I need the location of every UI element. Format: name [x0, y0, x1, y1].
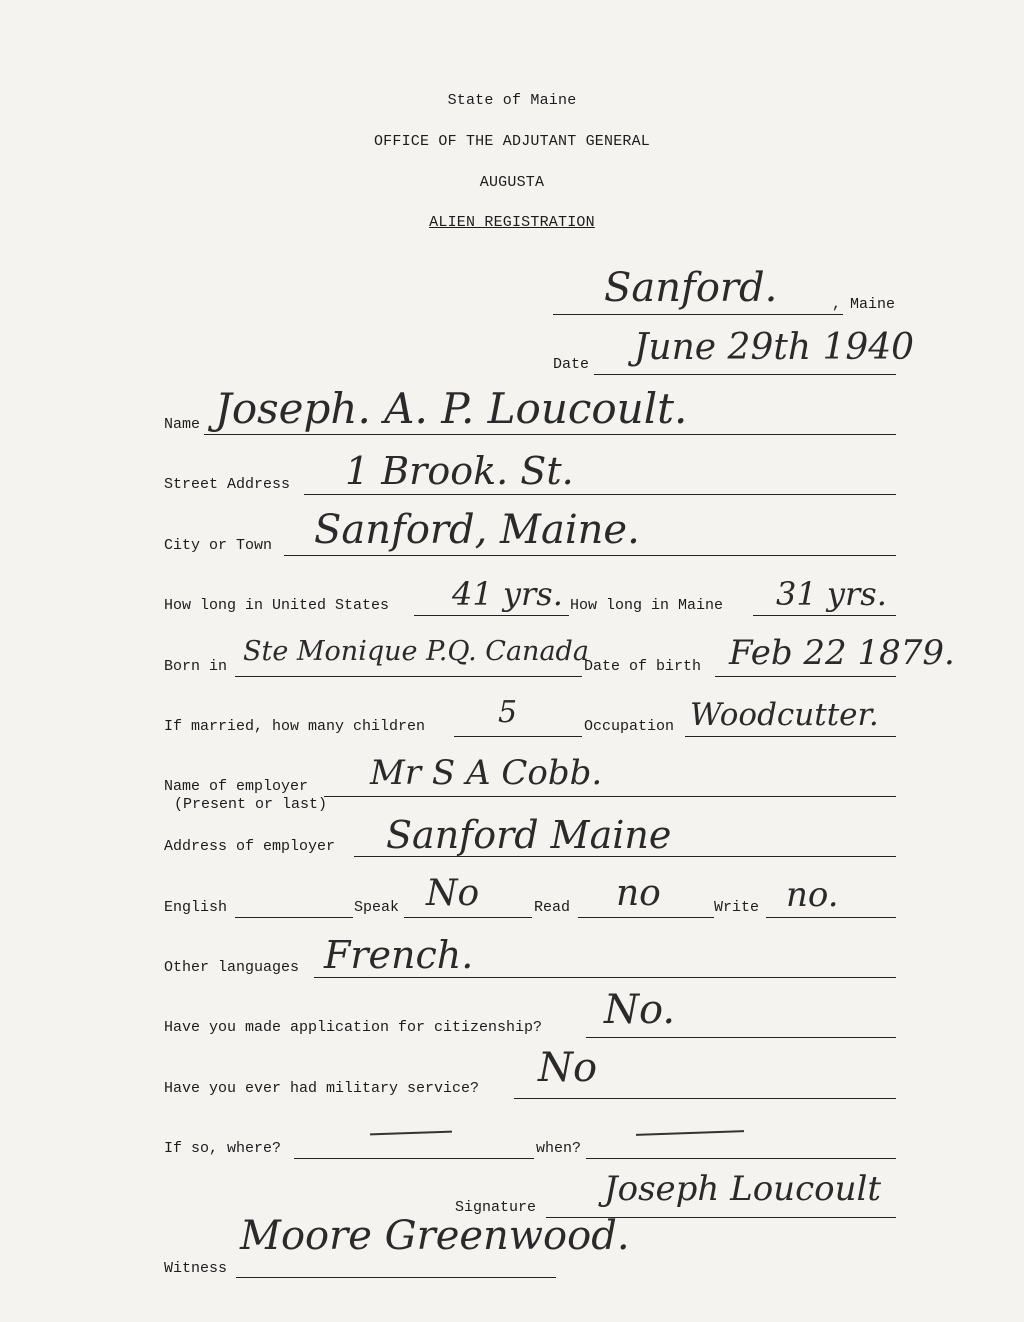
employer-address-label: Address of employer: [164, 838, 336, 855]
when-dash-mark: [636, 1130, 744, 1136]
children-value: 5: [498, 695, 518, 730]
write-label: Write: [714, 899, 760, 916]
citizenship-value: No.: [604, 987, 676, 1033]
other-lang-label: Other languages: [164, 959, 300, 976]
name-line: [204, 434, 896, 435]
form-title: ALIEN REGISTRATION: [429, 214, 595, 231]
date-value: June 29th 1940: [634, 327, 915, 368]
born-in-value: Ste Monique P.Q. Canada: [243, 636, 589, 667]
children-label: If married, how many children: [164, 718, 426, 735]
state-heading: State of Maine: [447, 92, 577, 109]
occupation-line: [685, 736, 896, 737]
where-dash-mark: [370, 1131, 452, 1136]
dob-label: Date of birth: [584, 658, 702, 675]
dob-value: Feb 22 1879.: [729, 633, 955, 673]
read-label: Read: [534, 899, 571, 916]
employer-address-value: Sanford Maine: [386, 813, 672, 857]
date-label: Date: [553, 356, 590, 373]
witness-label: Witness: [164, 1260, 228, 1277]
english-line: [235, 917, 353, 918]
when-label: when?: [536, 1140, 582, 1157]
us-duration-value: 41 yrs.: [452, 575, 563, 613]
where-line: [294, 1158, 534, 1159]
date-line: [594, 374, 896, 375]
citizenship-line: [586, 1037, 896, 1038]
military-label: Have you ever had military service?: [164, 1080, 480, 1097]
place-line: [553, 314, 843, 315]
speak-value: No: [426, 873, 480, 914]
name-value: Joseph. A. P. Loucoult.: [215, 384, 688, 433]
born-in-line: [235, 676, 582, 677]
witness-value: Moore Greenwood.: [240, 1213, 630, 1259]
occupation-label: Occupation: [584, 718, 675, 735]
military-line: [514, 1098, 896, 1099]
english-label: English: [164, 899, 228, 916]
speak-label: Speak: [354, 899, 400, 916]
speak-line: [404, 917, 532, 918]
me-duration-value: 31 yrs.: [776, 575, 887, 613]
street-line: [304, 494, 896, 495]
military-value: No: [538, 1045, 598, 1091]
employer-line: [324, 796, 896, 797]
employer-label: Name of employer: [164, 778, 309, 795]
employer-value: Mr S A Cobb.: [370, 753, 603, 793]
signature-value: Joseph Loucoult: [604, 1169, 882, 1209]
citizenship-label: Have you made application for citizenship?: [164, 1019, 543, 1036]
us-duration-line: [414, 615, 569, 616]
city-label: City or Town: [164, 537, 273, 554]
write-line: [766, 917, 896, 918]
witness-line: [236, 1277, 556, 1278]
city-value: Sanford, Maine.: [314, 507, 640, 553]
office-heading: OFFICE OF THE ADJUTANT GENERAL: [373, 133, 651, 150]
street-value: 1 Brook. St.: [345, 449, 574, 493]
city-line: [284, 555, 896, 556]
employer-sub-label: (Present or last): [174, 796, 328, 813]
other-lang-value: French.: [324, 933, 474, 977]
place-value: Sanford.: [604, 265, 778, 311]
read-value: no: [616, 873, 661, 914]
other-lang-line: [314, 977, 896, 978]
city-heading: AUGUSTA: [479, 174, 545, 191]
where-label: If so, where?: [164, 1140, 282, 1157]
read-line: [578, 917, 714, 918]
me-duration-label: How long in Maine: [570, 597, 724, 614]
place-suffix-label: , Maine: [832, 296, 896, 313]
me-duration-line: [753, 615, 896, 616]
name-label: Name: [164, 416, 201, 433]
children-line: [454, 736, 582, 737]
when-line: [586, 1158, 896, 1159]
born-in-label: Born in: [164, 658, 228, 675]
street-label: Street Address: [164, 476, 291, 493]
dob-line: [715, 676, 896, 677]
write-value: no.: [786, 875, 839, 915]
us-duration-label: How long in United States: [164, 597, 390, 614]
occupation-value: Woodcutter.: [690, 697, 879, 733]
signature-label: Signature: [455, 1199, 537, 1216]
